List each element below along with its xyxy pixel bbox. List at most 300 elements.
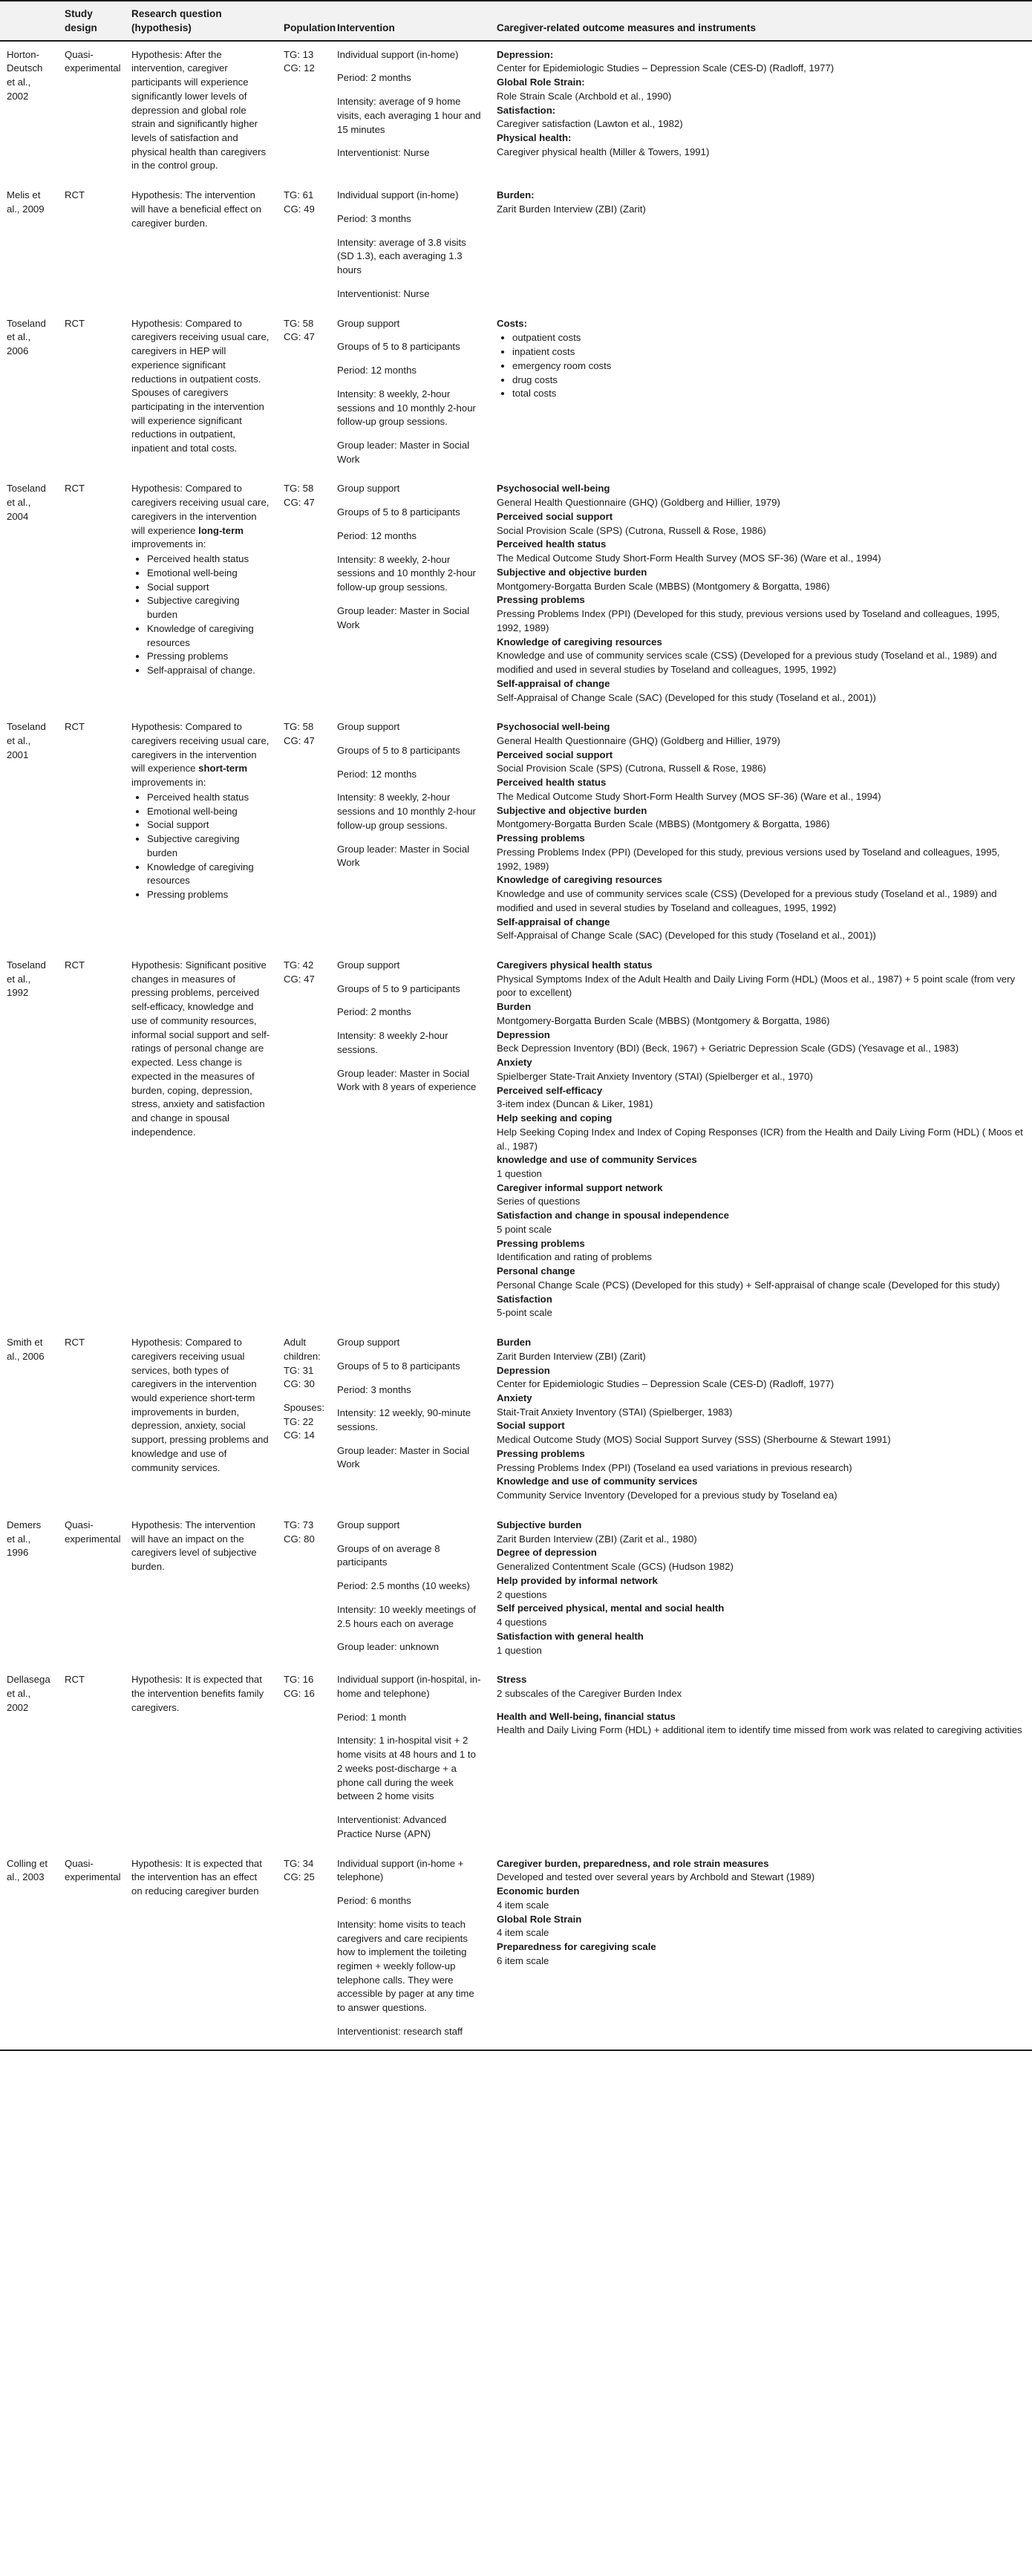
- outcome-measure-heading: Personal change: [497, 1265, 575, 1277]
- outcome-measure-instrument: Center for Epidemiologic Studies – Depression Scale (CES-D) (Radloff, 1977): [497, 1378, 835, 1390]
- outcome-measure-group: [497, 804, 1025, 832]
- outcome-measure-heading: Global Role Strain: [497, 1913, 582, 1925]
- cell-study-design: RCT: [65, 189, 85, 201]
- cell-research-question: [125, 1329, 277, 1512]
- outcome-measure-heading: Anxiety: [497, 1057, 532, 1069]
- cell-study-reference: Melis et al., 2009: [7, 189, 45, 215]
- outcome-measure-heading: Knowledge of caregiving resources: [497, 874, 662, 886]
- outcome-measure-group: [497, 1630, 1025, 1657]
- outcome-measure-heading: Perceived health status: [497, 777, 607, 789]
- intervention-detail: Intensity: 10 weekly meetings of 2.5 hours each on average: [337, 1603, 476, 1629]
- outcome-measure-group: [497, 510, 1025, 538]
- outcome-measure-heading: Subjective burden: [497, 1519, 582, 1530]
- table-row: [0, 714, 1032, 952]
- outcome-measure-group: [497, 1000, 1025, 1028]
- outcome-measure-instrument: Self-Appraisal of Change Scale (SAC) (Developed for this study (Toseland et al., 2001)): [497, 930, 876, 942]
- intervention-detail: Period: 12 months: [337, 768, 417, 780]
- hypothesis-bullet-list: [131, 791, 270, 902]
- cell-intervention: [330, 952, 490, 1329]
- intervention-detail: Individual support (in-home): [337, 189, 459, 201]
- cell-study-reference: Toseland et al., 1992: [7, 959, 46, 999]
- population-line: TG: 58: [284, 317, 314, 329]
- outcome-measure-group: [497, 636, 1025, 677]
- outcome-measure-heading: Self-appraisal of change: [497, 916, 610, 927]
- cell-study-design: RCT: [65, 317, 85, 329]
- outcome-measure-group: [497, 1181, 1025, 1209]
- outcome-bullet-list: [497, 331, 1025, 401]
- outcome-measure-heading: Caregiver informal support network: [497, 1181, 663, 1193]
- cell-intervention: [330, 41, 490, 183]
- cell-population: [277, 1666, 330, 1850]
- cell-intervention: [330, 182, 490, 310]
- intervention-detail: Group leader: Master in Social Work: [337, 843, 470, 869]
- cell-outcome-measures: [490, 41, 1032, 183]
- population-line: CG: 16: [284, 1687, 315, 1699]
- outcome-measure-heading: Help seeking and coping: [497, 1112, 613, 1124]
- outcome-measure-group: [497, 76, 1025, 103]
- table-row: [0, 1512, 1032, 1666]
- hypothesis-text: Hypothesis: Compared to caregivers receiving usual services, both types of caregivers in the intervention would experience short-term improvements in burden, depression, anxiety, social support, pressing problems and knowledge and use of community services.: [131, 1337, 269, 1473]
- outcome-measure-instrument: Role Strain Scale (Archbold et al., 1990): [497, 90, 672, 102]
- outcome-measure-heading: Pressing problems: [497, 594, 585, 606]
- hypothesis-bullet-item: • Pressing problems: [147, 888, 270, 902]
- outcome-measure-group: [497, 1028, 1025, 1056]
- outcome-measure-heading: Caregivers physical health status: [497, 959, 653, 971]
- intervention-detail: Intensity: 8 weekly, 2-hour sessions and 10 monthly 2-hour follow-up group sessions.: [337, 388, 476, 428]
- outcome-measure-instrument: Developed and tested over several years by Archbold and Stewart (1989): [497, 1871, 815, 1883]
- outcome-measure-group: [497, 1364, 1025, 1392]
- column-header-study: [0, 1, 58, 41]
- cell-population: [277, 714, 330, 952]
- hypothesis-bullet-item: • Perceived health status: [147, 552, 270, 567]
- population-line: TG: 16: [284, 1674, 314, 1686]
- outcome-bullet-item: • emergency room costs: [512, 359, 1025, 374]
- outcome-measure-instrument: 3-item index (Duncan & Liker, 1981): [497, 1098, 653, 1110]
- outcome-measure-group: [497, 566, 1025, 593]
- table-row: [0, 1329, 1032, 1512]
- cell-outcome-measures: [490, 1666, 1032, 1850]
- population-line: TG: 73: [284, 1519, 314, 1530]
- hypothesis-bullet-item: • Self-appraisal of change.: [147, 664, 270, 678]
- outcome-bullet-item: • inpatient costs: [512, 345, 1025, 359]
- outcome-measure-group: [497, 131, 1025, 159]
- outcome-measure-heading: Depression: [497, 1028, 550, 1040]
- outcome-measure-instrument: Personal Change Scale (PCS) (Developed for this study) + Self-appraisal of change scale (Developed for this study): [497, 1279, 1000, 1291]
- hypothesis-bullet-list: [131, 552, 270, 678]
- outcome-measure-heading: Perceived social support: [497, 749, 613, 760]
- cell-intervention: [330, 1512, 490, 1666]
- outcome-measure-instrument: Social Provision Scale (SPS) (Cutrona, Russell & Rose, 1986): [497, 524, 766, 536]
- outcome-measure-instrument: 4 item scale: [497, 1927, 549, 1939]
- cell-intervention: [330, 714, 490, 952]
- cell-study-design: RCT: [65, 1337, 85, 1349]
- hypothesis-bullet-item: • Perceived health status: [147, 791, 270, 805]
- outcome-measure-heading: Self-appraisal of change: [497, 677, 610, 689]
- cell-outcome-measures: [490, 310, 1032, 476]
- outcome-measure-group: [497, 1209, 1025, 1236]
- cell-research-question: [125, 1666, 277, 1850]
- outcome-measure-heading: Preparedness for caregiving scale: [497, 1940, 656, 1952]
- outcome-measure-group: [497, 538, 1025, 565]
- cell-study-reference: Smith et al., 2006: [7, 1337, 45, 1362]
- outcome-measure-heading: Satisfaction:: [497, 104, 556, 116]
- cell-outcome-measures: [490, 475, 1032, 714]
- outcome-measure-group: [497, 1574, 1025, 1602]
- outcome-measure-heading: Costs:: [497, 317, 528, 329]
- cell-research-question: [125, 41, 277, 183]
- table-row: [0, 182, 1032, 310]
- outcome-measure-group: [497, 1519, 1025, 1546]
- outcome-measure-heading: Stress: [497, 1674, 527, 1686]
- outcome-measure-heading: Knowledge and use of community services: [497, 1476, 698, 1487]
- outcome-measure-group: [497, 776, 1025, 803]
- outcome-measure-heading: Burden:: [497, 189, 535, 201]
- cell-intervention: [330, 1329, 490, 1512]
- population-line: TG: 42: [284, 959, 314, 971]
- cell-intervention: [330, 310, 490, 476]
- outcome-measure-group: [497, 1153, 1025, 1181]
- outcome-measure-heading: Degree of depression: [497, 1547, 597, 1559]
- outcome-measure-group: [497, 1857, 1025, 1885]
- outcome-measure-group: [497, 1673, 1025, 1701]
- outcome-measure-group: [497, 1112, 1025, 1153]
- cell-research-question: [125, 952, 277, 1329]
- header-row: [0, 1, 1032, 41]
- intervention-detail: Interventionist: research staff: [337, 2025, 463, 2037]
- intervention-detail: Period: 1 month: [337, 1711, 407, 1723]
- intervention-detail: Period: 3 months: [337, 212, 411, 224]
- hypothesis-text: Hypothesis: Compared to caregivers receiving usual care, caregivers in the intervention will experience long-term improvements in:: [131, 483, 270, 550]
- intervention-detail: Group support: [337, 317, 400, 329]
- population-line: TG: 58: [284, 483, 314, 495]
- intervention-detail: Intensity: 8 weekly, 2-hour sessions and 10 monthly 2-hour follow-up group sessions.: [337, 792, 476, 831]
- intervention-detail: Period: 2 months: [337, 1006, 411, 1018]
- outcome-measure-heading: Subjective and objective burden: [497, 804, 647, 816]
- table-row: [0, 310, 1032, 476]
- table-row: [0, 1851, 1032, 2050]
- cell-population: [277, 310, 330, 476]
- population-line: CG: 47: [284, 734, 315, 746]
- hypothesis-text: Hypothesis: It is expected that the intervention has an effect on reducing caregiver burden: [131, 1857, 262, 1897]
- cell-study-reference: Dellasega et al., 2002: [7, 1674, 50, 1713]
- outcome-measure-heading: Satisfaction and change in spousal independence: [497, 1210, 729, 1222]
- outcome-measure-group: [497, 832, 1025, 873]
- outcome-measure-group: [497, 1336, 1025, 1363]
- population-line: TG: 61: [284, 189, 314, 201]
- outcome-measure-group: [497, 873, 1025, 915]
- outcome-measure-group: [497, 1546, 1025, 1574]
- outcome-measure-heading: Burden: [497, 1337, 532, 1349]
- outcome-measure-instrument: Pressing Problems Index (PPI) (Developed for this study, previous versions used by Toseland and colleagues, 1995, 1992, 1989): [497, 608, 1000, 633]
- cell-study-design: Quasi-experimental: [65, 48, 121, 74]
- cell-study-reference: Toseland et al., 2001: [7, 721, 46, 760]
- outcome-measure-group: [497, 593, 1025, 635]
- population-line: Spouses:: [284, 1402, 324, 1414]
- hypothesis-text: Hypothesis: Significant positive changes in measures of pressing problems, perceived self-efficacy, knowledge and use of community resources, informal social support and self-ratings of personal change are expected. Less change is expected in the measures of burden, coping, depression, stress, anxiety and satisfaction and change in spousal independence.: [131, 959, 270, 1138]
- outcome-measure-instrument: 1 question: [497, 1644, 542, 1656]
- table-body: [0, 41, 1032, 2050]
- outcome-measure-group: [497, 317, 1025, 401]
- hypothesis-bullet-item: • Subjective caregiving burden: [147, 594, 270, 622]
- cell-population: [277, 41, 330, 183]
- outcome-measure-heading: knowledge and use of community Services: [497, 1154, 697, 1166]
- cell-research-question: [125, 475, 277, 714]
- intervention-detail: Intensity: 8 weekly 2-hour sessions.: [337, 1030, 448, 1055]
- outcome-measure-group: [497, 1913, 1025, 1940]
- outcome-measure-group: [497, 1293, 1025, 1320]
- intervention-detail: Period: 12 months: [337, 529, 417, 541]
- cell-study-reference: Colling et al., 2003: [0, 1851, 58, 2050]
- outcome-measure-instrument: Stait-Trait Anxiety Inventory (STAI) (Spielberger, 1983): [497, 1406, 733, 1418]
- outcome-measure-group: [497, 1447, 1025, 1475]
- cell-study-design: Quasi-experimental: [58, 1851, 125, 2050]
- cell-intervention: [330, 1666, 490, 1850]
- outcome-measure-group: [497, 916, 1025, 943]
- hypothesis-bullet-item: • Emotional well-being: [147, 567, 270, 581]
- outcome-measure-heading: Global Role Strain:: [497, 76, 585, 88]
- intervention-detail: Group support: [337, 1519, 400, 1530]
- outcome-measure-heading: Perceived social support: [497, 510, 613, 522]
- outcome-measure-heading: Depression:: [497, 48, 554, 60]
- intervention-detail: Period: 6 months: [337, 1895, 411, 1907]
- outcome-measure-instrument: Caregiver satisfaction (Lawton et al., 1982): [497, 118, 683, 130]
- hypothesis-emphasis: short-term: [198, 763, 248, 775]
- intervention-detail: Groups of 5 to 8 participants: [337, 744, 460, 756]
- outcome-measure-heading: Perceived self-efficacy: [497, 1084, 603, 1096]
- outcome-measure-heading: Physical health:: [497, 132, 572, 143]
- table-header: [0, 1, 1032, 41]
- cell-study-design: RCT: [65, 1674, 85, 1686]
- intervention-detail: Interventionist: Advanced Practice Nurse (APN): [337, 1814, 447, 1839]
- outcome-measure-group: [497, 1392, 1025, 1419]
- outcome-measure-group: [497, 189, 1025, 216]
- cell-population: [277, 1512, 330, 1666]
- cell-research-question: [125, 1512, 277, 1666]
- intervention-detail: Group leader: Master in Social Work: [337, 604, 470, 630]
- outcome-measure-instrument: Help Seeking Coping Index and Index of Coping Responses (ICR) from the Health and Daily Living Form (HDL) ( Moos et al., 1987): [497, 1126, 1023, 1152]
- outcome-measure-group: [497, 677, 1025, 705]
- outcome-measure-group: [497, 1602, 1025, 1629]
- column-header-intervention: Intervention: [330, 1, 490, 41]
- outcome-measure-instrument: Caregiver physical health (Miller & Towers, 1991): [497, 146, 710, 157]
- outcome-measure-instrument: General Health Questionnaire (GHQ) (Goldberg and Hillier, 1979): [497, 734, 780, 746]
- hypothesis-emphasis: long-term: [198, 524, 244, 536]
- outcome-measure-heading: Perceived health status: [497, 538, 607, 550]
- intervention-detail: Group support: [337, 483, 400, 495]
- cell-study-design: RCT: [65, 483, 85, 495]
- population-line: CG: 30: [284, 1378, 315, 1390]
- outcome-measure-instrument: Knowledge and use of community services scale (CSS) (Developed for a previous study (Toseland et al., 1989) and modified and used in several studies by Toseland and colleagues, 1995, 1992): [497, 650, 997, 676]
- population-line: CG: 47: [284, 331, 315, 343]
- outcome-measure-instrument: 1 question: [497, 1168, 542, 1179]
- hypothesis-bullet-item: • Pressing problems: [147, 650, 270, 664]
- outcome-measure-group: [497, 1056, 1025, 1083]
- outcome-measure-instrument: Social Provision Scale (SPS) (Cutrona, Russell & Rose, 1986): [497, 763, 766, 775]
- outcome-measure-heading: Depression: [497, 1364, 550, 1376]
- intervention-detail: Group leader: Master in Social Work: [337, 440, 470, 465]
- population-line: CG: 47: [284, 973, 315, 985]
- outcome-measure-instrument: Pressing Problems Index (PPI) (Toseland ea used variations in previous research): [497, 1461, 852, 1473]
- cell-study-reference: Toseland et al., 2004: [7, 483, 46, 522]
- outcome-measure-instrument: Self-Appraisal of Change Scale (SAC) (Developed for this study (Toseland et al., 2001)): [497, 691, 876, 703]
- outcome-measure-group: [497, 1265, 1025, 1292]
- outcome-measure-instrument: Beck Depression Inventory (BDI) (Beck, 1967) + Geriatric Depression Scale (GDS) (Yesavage et al., 1983): [497, 1043, 959, 1054]
- table-row: [0, 41, 1032, 183]
- intervention-detail: Group support: [337, 1337, 400, 1349]
- outcome-measure-group: [497, 1237, 1025, 1265]
- hypothesis-text: Hypothesis: After the intervention, caregiver participants will experience significantly lower levels of depression and global role strain and significantly higher levels of satisfaction and physical health than caregivers in the control group.: [131, 48, 267, 172]
- outcome-measure-group: [497, 482, 1025, 509]
- population-line: CG: 47: [284, 497, 315, 509]
- cell-research-question: [125, 310, 277, 476]
- intervention-detail: Period: 2.5 months (10 weeks): [337, 1580, 470, 1592]
- outcome-measure-heading: Anxiety: [497, 1392, 532, 1404]
- population-line: TG: 58: [284, 721, 314, 733]
- outcome-measure-group: [497, 749, 1025, 776]
- table-row: [0, 475, 1032, 714]
- intervention-detail: Groups of 5 to 8 participants: [337, 1360, 460, 1372]
- outcome-measure-instrument: The Medical Outcome Study Short-Form Health Survey (MOS SF-36) (Ware et al., 1994): [497, 790, 881, 802]
- column-header-outcome-measures: Caregiver-related outcome measures and instruments: [490, 1, 1032, 41]
- population-line: TG: 31: [284, 1364, 314, 1376]
- outcome-measure-group: [497, 104, 1025, 131]
- outcome-bullet-item: • total costs: [512, 387, 1025, 401]
- outcome-measure-heading: Social support: [497, 1420, 565, 1432]
- population-line: CG: 25: [284, 1871, 315, 1883]
- population-line: TG: 22: [284, 1415, 314, 1427]
- hypothesis-bullet-item: • Social support: [147, 818, 270, 832]
- outcome-measure-instrument: Generalized Contentment Scale (GCS) (Hudson 1982): [497, 1561, 734, 1573]
- intervention-detail: Group support: [337, 959, 400, 971]
- intervention-detail: Individual support (in-home + telephone): [337, 1857, 464, 1883]
- outcome-measure-heading: Help provided by informal network: [497, 1574, 658, 1586]
- outcome-measure-heading: Pressing problems: [497, 832, 585, 844]
- outcome-measure-instrument: Health and Daily Living Form (HDL) + additional item to identify time missed from work was related to caregiving activities: [497, 1724, 1022, 1736]
- intervention-detail: Intensity: home visits to teach caregivers and care recipients how to implement the toileting regimen + weekly follow-up telephone calls. They were accessible by pager at any time to answer questions.: [337, 1918, 474, 2014]
- intervention-detail: Group leader: Master in Social Work: [337, 1444, 470, 1470]
- intervention-detail: Period: 3 months: [337, 1383, 411, 1395]
- intervention-detail: Intensity: average of 3.8 visits (SD 1.3), each averaging 1.3 hours: [337, 236, 466, 276]
- outcome-measure-heading: Satisfaction with general health: [497, 1630, 644, 1642]
- outcome-measure-instrument: 2 questions: [497, 1588, 547, 1600]
- outcome-measure-instrument: Spielberger State-Trait Anxiety Inventory (STAI) (Spielberger et al., 1970): [497, 1070, 813, 1082]
- outcome-measure-heading: Health and Well-being, financial status: [497, 1710, 676, 1722]
- outcome-measure-group: [497, 1885, 1025, 1912]
- outcome-measure-heading: Subjective and objective burden: [497, 566, 647, 578]
- outcome-measure-heading: Pressing problems: [497, 1447, 585, 1459]
- hypothesis-text: Hypothesis: Compared to caregivers receiving usual care, caregivers in HEP will experience significant reductions in outpatient costs. Spouses of caregivers participating in the intervention will experience significant reductions in outpatient, inpatient and total costs.: [131, 317, 270, 454]
- outcome-measure-heading: Economic burden: [497, 1885, 580, 1897]
- cell-study-reference: Horton-Deutsch et al., 2002: [7, 48, 43, 102]
- outcome-measure-group: [497, 959, 1025, 1000]
- intervention-detail: Groups of 5 to 8 participants: [337, 506, 460, 518]
- hypothesis-bullet-item: • Knowledge of caregiving resources: [147, 622, 270, 650]
- cell-research-question: [125, 1851, 277, 2050]
- population-line: CG: 49: [284, 203, 315, 215]
- cell-outcome-measures: [490, 1329, 1032, 1512]
- hypothesis-bullet-item: • Knowledge of caregiving resources: [147, 861, 270, 888]
- intervention-detail: Period: 12 months: [337, 365, 417, 376]
- hypothesis-bullet-item: • Social support: [147, 581, 270, 595]
- cell-research-question: [125, 182, 277, 310]
- outcome-measure-instrument: Pressing Problems Index (PPI) (Developed for this study, previous versions used by Toseland and colleagues, 1995, 1992, 1989): [497, 846, 1000, 872]
- hypothesis-text: Hypothesis: The intervention will have an impact on the caregivers level of subjective burden.: [131, 1519, 257, 1573]
- outcome-measure-group: [497, 48, 1025, 76]
- outcome-measure-group: [497, 1710, 1025, 1738]
- outcome-measure-instrument: 5 point scale: [497, 1223, 552, 1235]
- outcome-measure-instrument: Series of questions: [497, 1196, 581, 1207]
- cell-outcome-measures: [490, 182, 1032, 310]
- cell-study-design: RCT: [65, 721, 85, 733]
- intervention-detail: Interventionist: Nurse: [337, 147, 430, 159]
- outcome-measure-instrument: General Health Questionnaire (GHQ) (Goldberg and Hillier, 1979): [497, 497, 780, 509]
- outcome-measure-heading: Caregiver burden, preparedness, and role strain measures: [497, 1857, 769, 1869]
- cell-population: [277, 1329, 330, 1512]
- cell-study-design: RCT: [65, 959, 85, 971]
- outcome-measure-heading: Pressing problems: [497, 1237, 585, 1249]
- intervention-detail: Intensity: average of 9 home visits, each averaging 1 hour and 15 minutes: [337, 96, 481, 135]
- intervention-detail: Interventionist: Nurse: [337, 287, 430, 299]
- outcome-measure-instrument: 6 item scale: [497, 1954, 549, 1966]
- hypothesis-bullet-item: • Emotional well-being: [147, 805, 270, 819]
- outcome-measure-group: [497, 1084, 1025, 1112]
- intervention-detail: Intensity: 12 weekly, 90-minute sessions.: [337, 1407, 471, 1433]
- cell-outcome-measures: [490, 1851, 1032, 2050]
- outcome-measure-instrument: The Medical Outcome Study Short-Form Health Survey (MOS SF-36) (Ware et al., 1994): [497, 552, 881, 564]
- hypothesis-text: Hypothesis: The intervention will have a beneficial effect on caregiver burden.: [131, 189, 261, 229]
- intervention-detail: Group support: [337, 721, 400, 733]
- outcome-measure-instrument: 4 item scale: [497, 1899, 549, 1911]
- intervention-detail: Individual support (in-home): [337, 48, 459, 60]
- outcome-measure-instrument: Montgomery-Borgatta Burden Scale (MBBS) (Montgomery & Borgatta, 1986): [497, 1014, 830, 1026]
- outcome-measure-group: [497, 720, 1025, 748]
- outcome-measure-heading: Psychosocial well-being: [497, 483, 610, 495]
- outcome-measure-instrument: Zarit Burden Interview (ZBI) (Zarit): [497, 203, 646, 215]
- table-row: [0, 952, 1032, 1329]
- cell-population: [277, 952, 330, 1329]
- intervention-detail: Intensity: 8 weekly, 2-hour sessions and 10 monthly 2-hour follow-up group sessions.: [337, 553, 476, 593]
- hypothesis-text: Hypothesis: It is expected that the intervention benefits family caregivers.: [131, 1674, 264, 1713]
- cell-study-reference: Demers et al., 1996: [7, 1519, 42, 1559]
- cell-population: [277, 182, 330, 310]
- intervention-detail: Individual support (in-hospital, in-home and telephone): [337, 1674, 481, 1699]
- column-header-study-design: Study design: [58, 1, 125, 41]
- outcome-measure-instrument: Physical Symptoms Index of the Adult Health and Daily Living Form (HDL) (Moos et al., 1987) + 5 point scale (from very poor to excellent): [497, 973, 1016, 999]
- table-row: [0, 1666, 1032, 1850]
- cell-population: [277, 475, 330, 714]
- outcome-bullet-item: • outpatient costs: [512, 331, 1025, 345]
- hypothesis-text: Hypothesis: Compared to caregivers receiving usual care, caregivers in the intervention will experience short-term improvements in:: [131, 721, 270, 789]
- cell-population: [277, 1851, 330, 2050]
- outcome-measure-heading: Burden: [497, 1001, 532, 1013]
- hypothesis-bullet-item: • Subjective caregiving burden: [147, 832, 270, 860]
- intervention-detail: Intensity: 1 in-hospital visit + 2 home visits at 48 hours and 1 to 2 weeks post-discharge + a phone call during the week between 2 home visits: [337, 1735, 476, 1802]
- outcome-measure-group: [497, 1419, 1025, 1447]
- population-line: CG: 12: [284, 62, 315, 74]
- intervention-detail: Group leader: Master in Social Work with 8 years of experience: [337, 1067, 477, 1093]
- cell-study-reference: Toseland et al., 2006: [7, 317, 46, 357]
- outcome-measure-group: [497, 1475, 1025, 1502]
- cell-outcome-measures: [490, 952, 1032, 1329]
- cell-intervention: [330, 475, 490, 714]
- cell-intervention: [330, 1851, 490, 2050]
- outcome-measure-instrument: Identification and rating of problems: [497, 1251, 652, 1263]
- intervention-detail: Groups of on average 8 participants: [337, 1542, 440, 1568]
- outcome-measure-instrument: Montgomery-Borgatta Burden Scale (MBBS) (Montgomery & Borgatta, 1986): [497, 818, 830, 830]
- outcome-bullet-item: • drug costs: [512, 374, 1025, 388]
- outcome-measure-instrument: 4 questions: [497, 1617, 547, 1628]
- population-line: TG: 13: [284, 48, 314, 60]
